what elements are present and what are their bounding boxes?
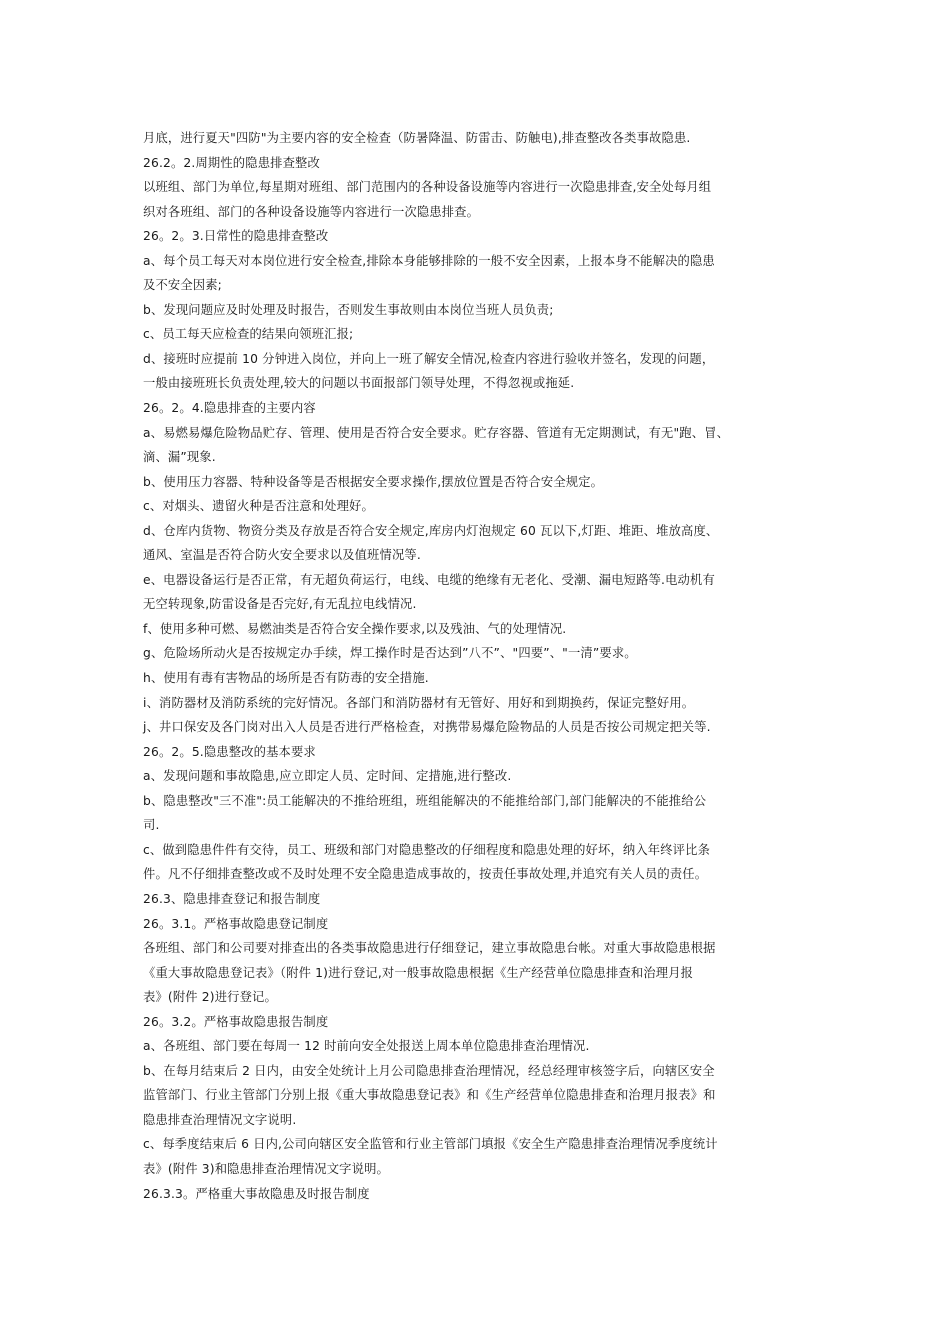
text-line: 及不安全因素; (143, 278, 222, 293)
section-heading: 26。3.1。严格事故隐患登记制度 (143, 916, 329, 931)
text-line: 《重大事故隐患登记表》（附件 1)进行登记,对一般事故隐患根据《生产经营单位隐患排查和治理月报 (143, 965, 694, 980)
text-line: j、井口保安及各门岗对出入人员是否进行严格检查，对携带易爆危险物品的人员是否按公司规定把关等. (143, 720, 711, 735)
text-line: d、仓库内货物、物资分类及存放是否符合安全规定,库房内灯泡规定 60 瓦以下,灯距、堆距、堆放高度、 (143, 523, 719, 538)
text-line: b、隐患整改"三不准":员工能解决的不推给班组，班组能解决的不能推给部门,部门能解决的不能推给公 (143, 793, 707, 808)
text-line: b、使用压力容器、特种设备等是否根据安全要求操作,摆放位置是否符合安全规定。 (143, 474, 604, 489)
text-line: a、每个员工每天对本岗位进行安全检查,排除本身能够排除的一般不安全因素，上报本身不能解决的隐患 (143, 253, 715, 268)
text-line: 月底，进行夏天"四防"为主要内容的安全检查（防暑降温、防雷击、防触电),排查整改各类事故隐患. (143, 131, 691, 145)
text-line: a、易燃易爆危险物品贮存、管理、使用是否符合安全要求。贮存容器、管道有无定期测试，有无"跑、冒、 (143, 425, 730, 440)
text-line: e、电器设备运行是否正常，有无超负荷运行，电线、电缆的绝缘有无老化、受潮、漏电短路等.电动机有 (143, 572, 715, 587)
text-line: i、消防器材及消防系统的完好情况。各部门和消防器材有无管好、用好和到期换药，保证完整好用。 (143, 695, 695, 710)
text-line: 司. (143, 818, 160, 833)
document-body (143, 126, 823, 1206)
section-heading: 26。2。3.日常性的隐患排查整改 (143, 229, 329, 244)
text-line: c、员工每天应检查的结果向领班汇报; (143, 327, 354, 342)
text-line: a、各班组、部门要在每周一 12 时前向安全处报送上周本单位隐患排查治理情况. (143, 1039, 590, 1054)
text-line: h、使用有毒有害物品的场所是否有防毒的安全措施. (143, 671, 429, 686)
text-line: 监管部门、行业主管部门分别上报《重大事故隐患登记表》和《生产经营单位隐患排查和治理月报表》和 (143, 1088, 716, 1103)
text-line: c、做到隐患件件有交待，员工、班级和部门对隐患整改的仔细程度和隐患处理的好坏，纳入年终评比条 (143, 842, 711, 857)
text-line: a、发现问题和事故隐患,应立即定人员、定时间、定措施,进行整改. (143, 769, 512, 784)
text-line: g、危险场所动火是否按规定办手续，焊工操作时是否达到”八不”、"四要”、"一清”要求。 (143, 646, 637, 661)
text-line: 以班组、部门为单位,每星期对班组、部门范围内的各种设备设施等内容进行一次隐患排查,安全处每月组 (143, 180, 712, 195)
text-line: 各班组、部门和公司要对排查出的各类事故隐患进行仔细登记，建立事故隐患台帐。对重大事故隐患根据 (143, 941, 716, 956)
text-line: 表》(附件 2)进行登记。 (143, 990, 277, 1005)
section-heading: 26.3.3。严格重大事故隐患及时报告制度 (143, 1186, 370, 1201)
section-heading: 26。2。4.隐患排查的主要内容 (143, 401, 316, 416)
text-line: 隐患排查治理情况文字说明. (143, 1112, 297, 1127)
section-heading: 26。2。5.隐患整改的基本要求 (143, 744, 316, 759)
text-line: 通风、室温是否符合防火安全要求以及值班情况等. (143, 548, 421, 563)
text-line: b、发现问题应及时处理及时报告，否则发生事故则由本岗位当班人员负责; (143, 302, 554, 317)
text-line: 件。凡不仔细排查整改或不及时处理不安全隐患造成事故的，按责任事故处理,并追究有关人员的责任。 (143, 867, 708, 882)
text-line: 表》(附件 3)和隐患排查治理情况文字说明。 (143, 1161, 389, 1176)
text-line: c、每季度结束后 6 日内,公司向辖区安全监管和行业主管部门填报《安全生产隐患排查治理情况季度统计 (143, 1137, 718, 1152)
section-heading: 26.3、隐患排查登记和报告制度 (143, 891, 321, 906)
text-line: 滴、漏”现象. (143, 450, 216, 465)
text-line: 织对各班组、部门的各种设备设施等内容进行一次隐患排查。 (143, 204, 480, 219)
text-line: 一般由接班班长负责处理,较大的问题以书面报部门领导处理，不得忽视或拖延. (143, 376, 575, 391)
text-line: d、接班时应提前 10 分钟进入岗位，并向上一班了解安全情况,检查内容进行验收并签名，发现的问题， (143, 351, 715, 366)
section-heading: 26.2。2.周期性的隐患排查整改 (143, 155, 320, 170)
section-heading: 26。3.2。严格事故隐患报告制度 (143, 1014, 329, 1029)
text-line: c、对烟头、遗留火种是否注意和处理好。 (143, 499, 374, 514)
text-line: 无空转现象,防雷设备是否完好,有无乱拉电线情况. (143, 597, 417, 612)
text-line: b、在每月结束后 2 日内，由安全处统计上月公司隐患排查治理情况，经总经理审核签字后，向辖区安全 (143, 1063, 715, 1078)
text-line: f、使用多种可燃、易燃油类是否符合安全操作要求,以及残油、气的处理情况. (143, 621, 567, 636)
